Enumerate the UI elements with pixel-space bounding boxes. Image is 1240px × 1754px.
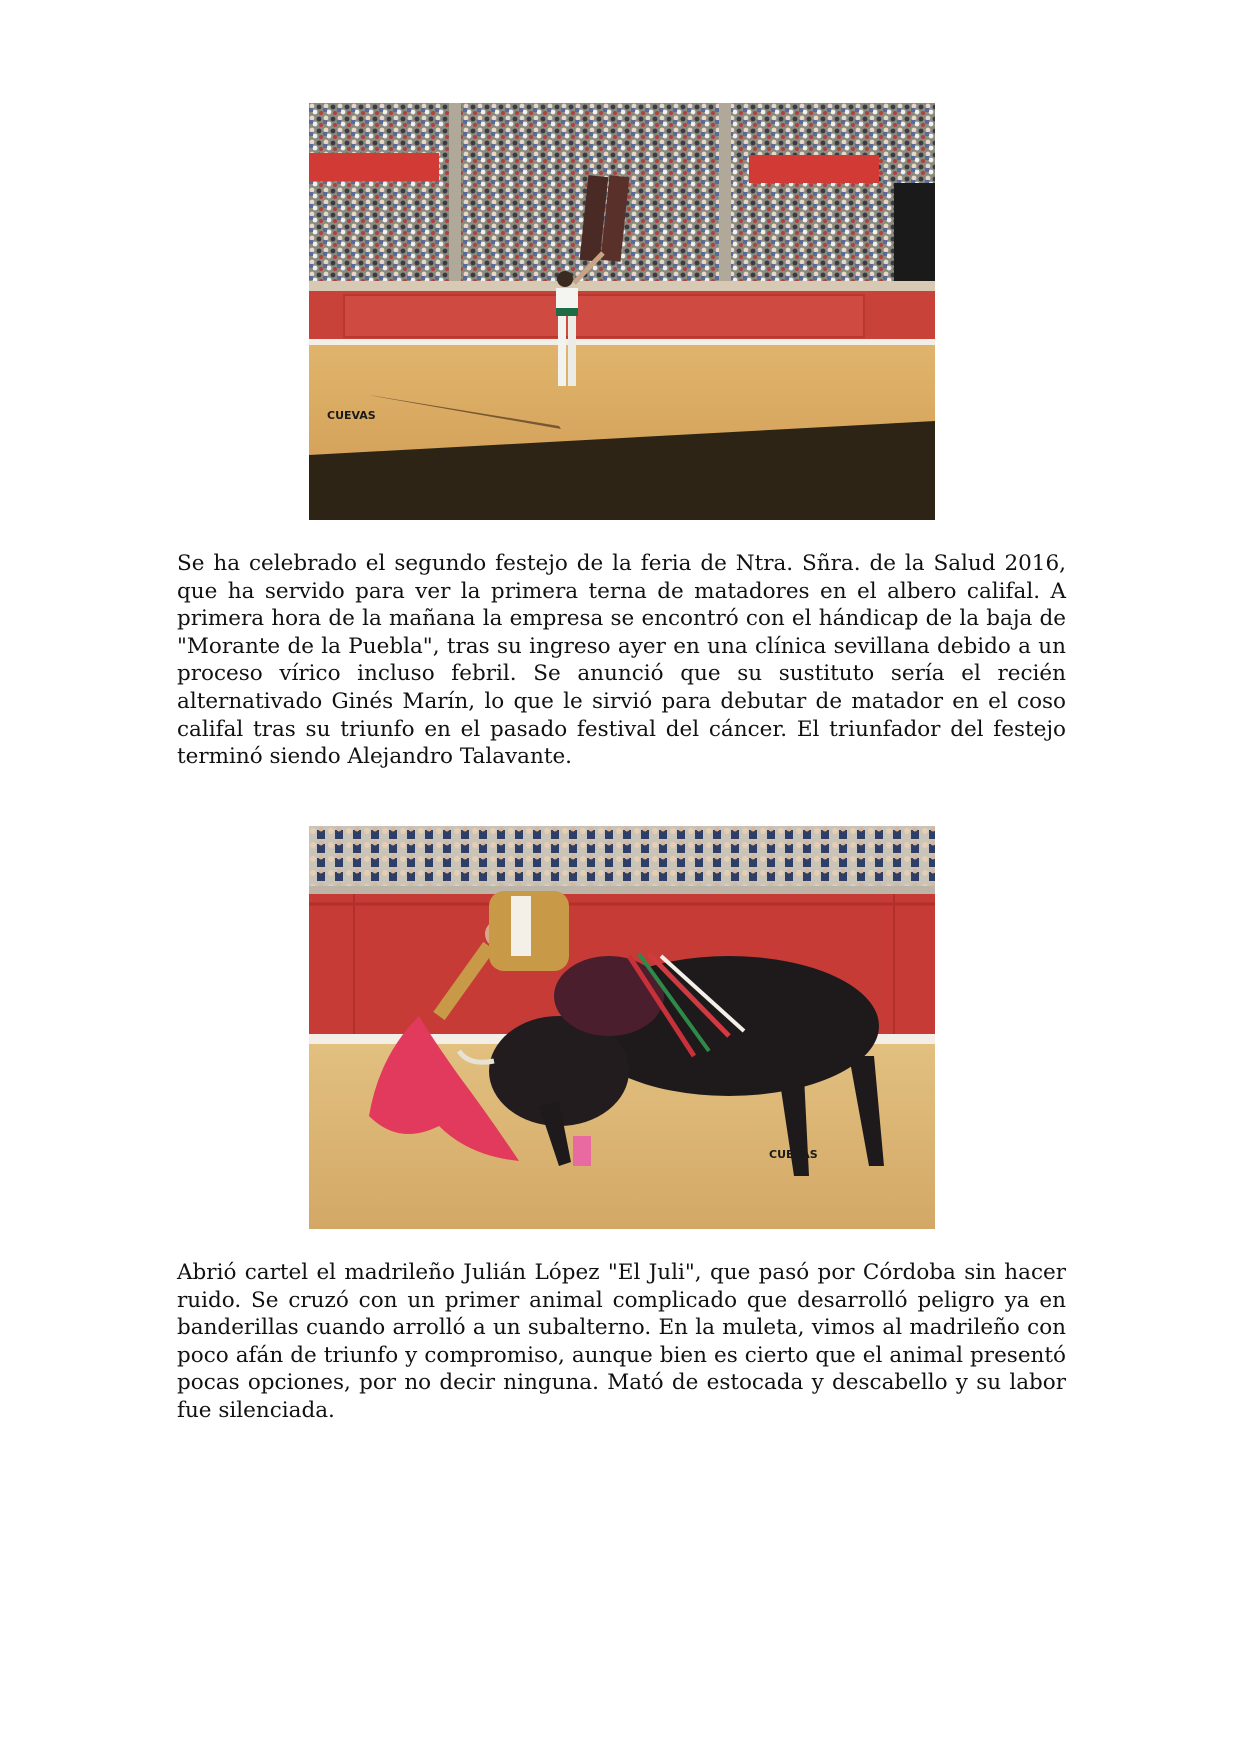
body-paragraph: Se ha celebrado el segundo festejo de la feria de Ntra. Sñra. de la Salud 2016, que ha servido para ver la primera terna de matadores en el albero califal. A primera hora de la mañana la empresa se encontró con el hándicap de la baja de "Morante de la Puebla", tras su ingreso ayer en una clínica sevillana debido a un proceso vírico incluso febril. Se anunció que su sustituto sería el recién alternativado Ginés Marín, lo que le sirvió para debutar de matador en el coso califal tras su triunfo en el pasado festival del cáncer. El triunfador del festejo terminó siendo Alejandro Talavante. <box>177 551 1066 770</box>
body-paragraph: Abrió cartel el madrileño Julián López "El Juli", que pasó por Córdoba sin hacer ruido. Se cruzó con un primer animal complicado que desarrolló peligro ya en banderillas cuando arrolló a un subalterno. En la muleta, vimos al madrileño con poco afán de triunfo y compromiso, aunque bien es cierto que el animal presentó pocas opciones, por no decir ninguna. Mató de estocada y descabello y su labor fue silenciada. <box>177 1260 1066 1423</box>
photo-credit: CUEVAS <box>769 1148 818 1161</box>
photo-credit: CUEVAS <box>327 409 376 422</box>
bullfight-photo <box>309 826 935 1229</box>
bullring-photo <box>309 103 935 520</box>
